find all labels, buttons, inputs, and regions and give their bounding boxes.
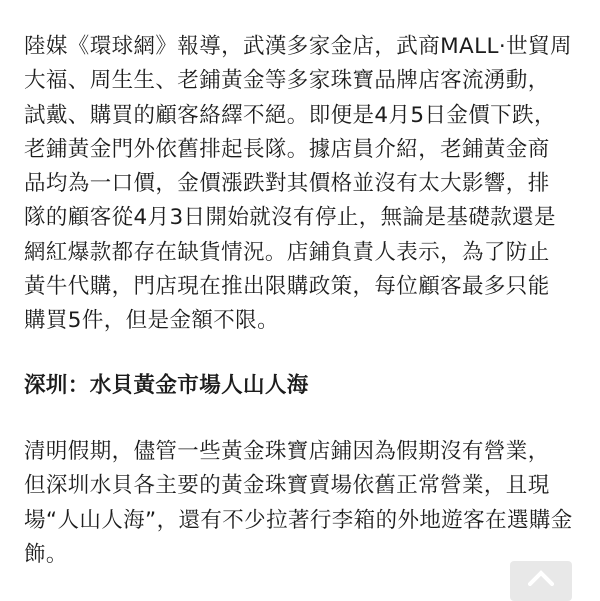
paragraph-line: 購買5件，但是金額不限。: [24, 308, 279, 334]
paragraph-line: 網紅爆款都存在缺貨情況。店鋪負責人表示，為了防止: [24, 239, 550, 265]
article-paragraph: [24, 0, 584, 339]
paragraph-line: 場“人山人海”，還有不少拉著行李箱的外地遊客在選購金: [24, 507, 573, 533]
paragraph-line: 清明假期，儘管一些黃金珠寶店鋪因為假期沒有營業，: [24, 438, 550, 464]
paragraph-line: 陸媒《環球網》報導，武漢多家金店，武商MALL·世貿周: [24, 34, 572, 59]
article-paragraph: [24, 403, 584, 572]
paragraph-line: 老鋪黃金門外依舊排起長隊。據店員介紹，老鋪黃金商: [24, 136, 550, 162]
paragraph-line: 黃牛代購，門店現在推出限購政策，每位顧客最多只能: [24, 274, 550, 300]
paragraph-line: 隊的顧客從4月3日開始就沒有停止，無論是基礎款還是: [24, 205, 556, 231]
paragraph-line: 飾。: [24, 541, 68, 567]
scroll-to-top-button[interactable]: [510, 561, 572, 601]
paragraph-line: 但深圳水貝各主要的黃金珠寶賣場依舊正常營業，且現: [24, 473, 550, 499]
chevron-up-icon: [528, 570, 554, 586]
paragraph-line: 試戴、購買的顧客絡繹不絕。即便是4月5日金價下跌，: [24, 102, 556, 128]
article-body: [24, 0, 584, 572]
paragraph-line: 大福、周生生、老鋪黃金等多家珠寶品牌店客流湧動，: [24, 68, 550, 94]
paragraph-line: 品均為一口價，金價漲跌對其價格並沒有太大影響，排: [24, 171, 550, 197]
section-subheading: 深圳：水貝黃金市場人山人海: [24, 372, 309, 398]
